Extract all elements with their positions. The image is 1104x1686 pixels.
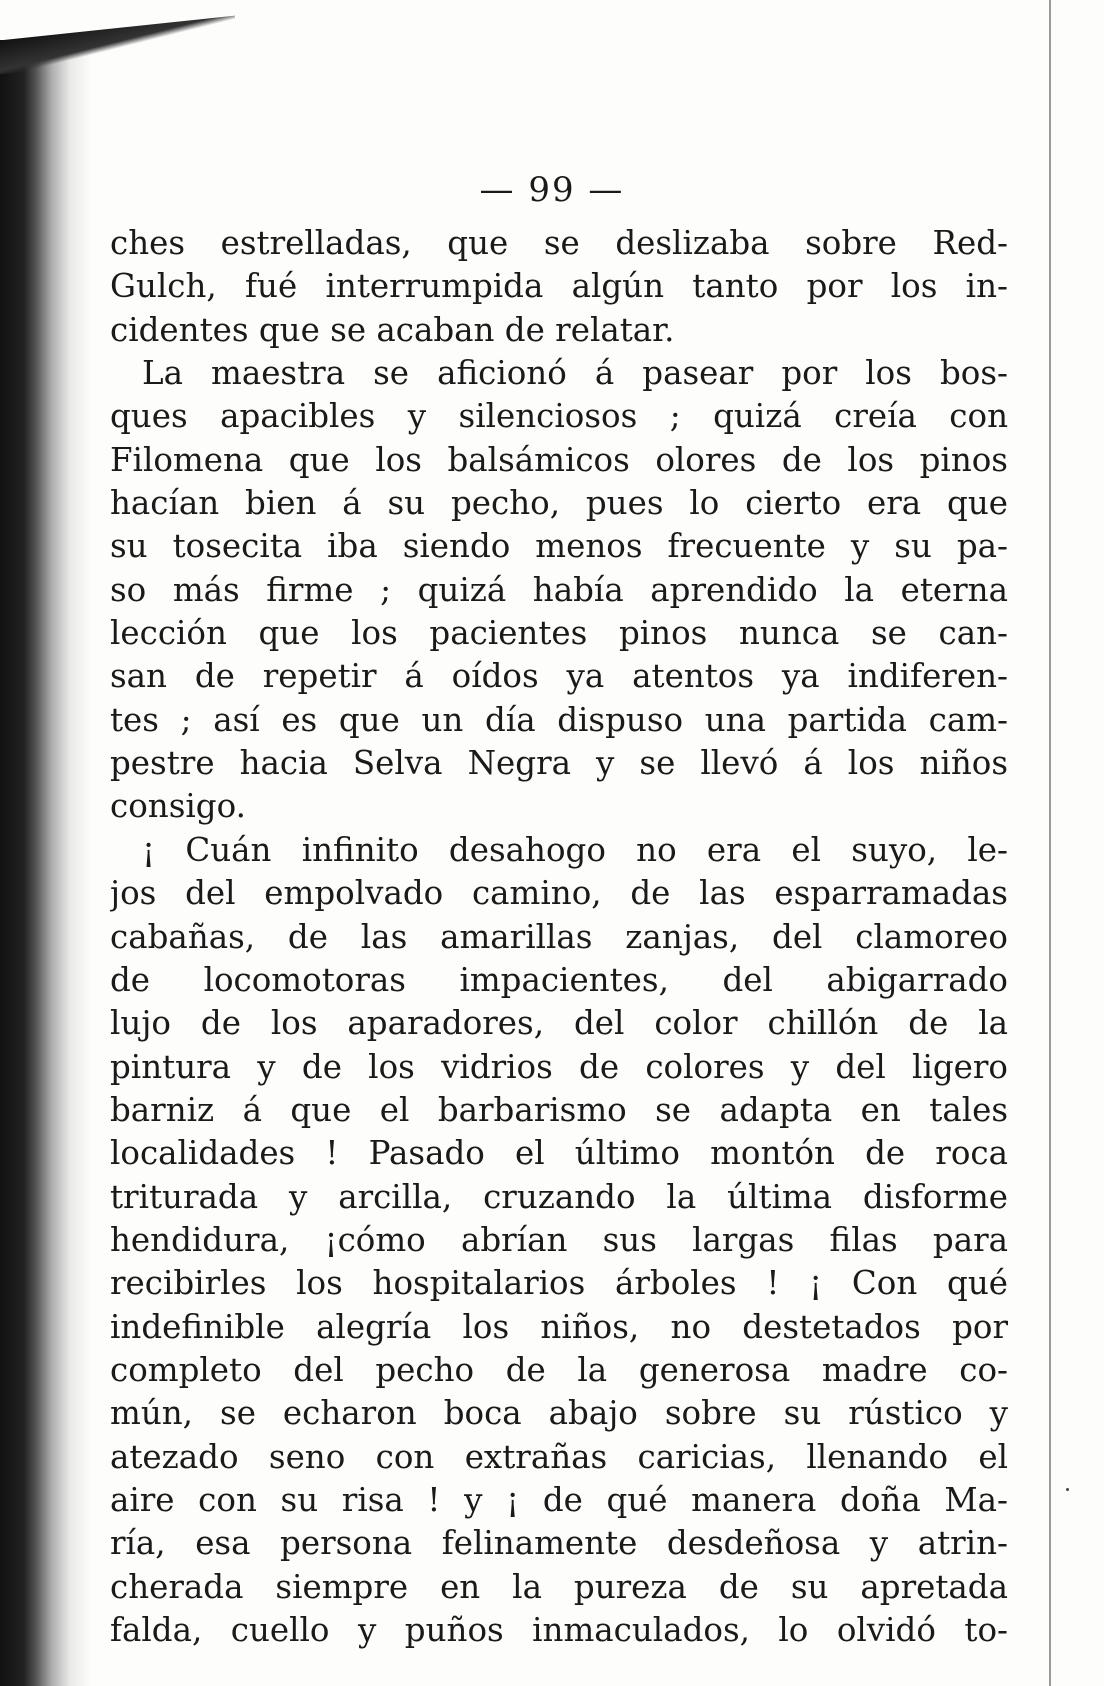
scan-speck bbox=[1066, 1488, 1069, 1491]
text-line: Filomena que los balsámicos olores de los pinos bbox=[110, 440, 1008, 479]
text-line: lección que los pacientes pinos nunca se can- bbox=[110, 614, 1008, 653]
text-line: Gulch, fué interrumpida algún tanto por los in- bbox=[110, 267, 1008, 306]
text-line: tes ; así es que un día dispuso una partida cam- bbox=[110, 700, 1008, 739]
text-line: La maestra se aficionó á pasear por los bos- bbox=[142, 354, 1008, 393]
text-line: so más firme ; quizá había aprendido la eterna bbox=[110, 570, 1008, 609]
text-line: atezado seno con extrañas caricias, llenando el bbox=[110, 1437, 1008, 1476]
text-line: lujo de los aparadores, del color chillón de la bbox=[110, 1004, 1008, 1043]
page-edge-line bbox=[1049, 0, 1051, 1686]
text-line: recibirles los hospitalarios árboles ! ¡ Con qué bbox=[110, 1264, 1008, 1303]
text-line: cabañas, de las amarillas zanjas, del clamoreo bbox=[110, 917, 1008, 956]
scan-edge-mark bbox=[0, 16, 235, 75]
text-line: falda, cuello y puños inmaculados, lo olvidó to- bbox=[110, 1611, 1008, 1649]
text-line: aire con su risa ! y ¡ de qué manera doña Ma- bbox=[110, 1480, 1008, 1519]
text-line: localidades ! Pasado el último montón de roca bbox=[110, 1134, 1008, 1173]
text-line: hacían bien á su pecho, pues lo cierto era que bbox=[110, 484, 1008, 523]
text-line: cidentes que se acaban de relatar. bbox=[110, 310, 675, 349]
text-line: de locomotoras impacientes, del abigarrado bbox=[110, 960, 1008, 999]
text-line: hendidura, ¡cómo abrían sus largas filas para bbox=[110, 1220, 1008, 1259]
text-line: jos del empolvado camino, de las esparramadas bbox=[110, 874, 1008, 913]
body-text bbox=[110, 222, 1008, 1652]
text-line: san de repetir á oídos ya atentos ya indiferen- bbox=[110, 657, 1008, 696]
text-line: cherada siempre en la pureza de su apretada bbox=[110, 1567, 1008, 1606]
text-line: ría, esa persona felinamente desdeñosa y atrin- bbox=[110, 1524, 1008, 1563]
text-line: pestre hacia Selva Negra y se llevó á los niños bbox=[110, 744, 1008, 783]
page-number: — 99 — bbox=[479, 170, 625, 210]
binding-shadow bbox=[0, 40, 92, 1686]
text-line: barniz á que el barbarismo se adapta en tales bbox=[110, 1090, 1008, 1129]
text-line: indefinible alegría los niños, no destetados por bbox=[110, 1307, 1008, 1346]
text-line: ques apacibles y silenciosos ; quizá creía con bbox=[110, 397, 1008, 436]
text-line: pintura y de los vidrios de colores y del ligero bbox=[110, 1047, 1008, 1086]
text-line: consigo. bbox=[110, 787, 246, 826]
text-line: completo del pecho de la generosa madre co- bbox=[110, 1350, 1008, 1389]
text-line: mún, se echaron boca abajo sobre su rústico y bbox=[110, 1394, 1008, 1433]
text-line: ¡ Cuán infinito desahogo no era el suyo, le- bbox=[142, 830, 1008, 869]
text-line: su tosecita iba siendo menos frecuente y su pa- bbox=[110, 527, 1008, 566]
text-line: ches estrelladas, que se deslizaba sobre Red- bbox=[110, 224, 1008, 262]
text-line: triturada y arcilla, cruzando la última disforme bbox=[110, 1177, 1008, 1216]
